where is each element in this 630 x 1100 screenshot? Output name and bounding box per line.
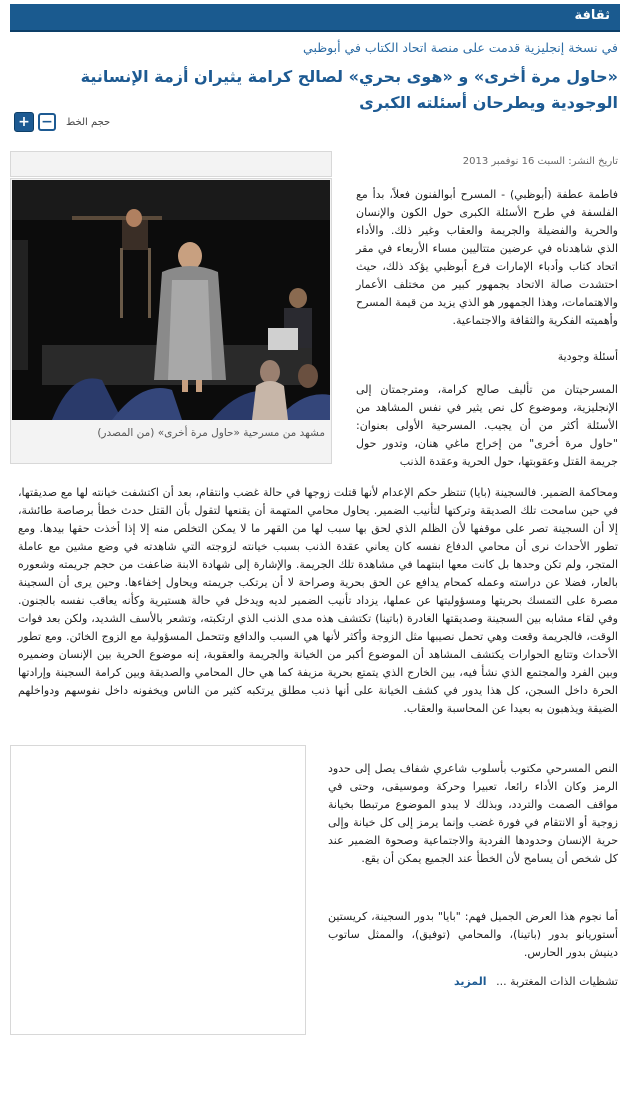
article-subtitle: في نسخة إنجليزية قدمت على منصة اتحاد الكتاب في أبوظبي (303, 40, 618, 55)
section-title[interactable]: ثقافة (574, 8, 610, 23)
article-subheading: أسئلة وجودية (557, 350, 618, 363)
font-decrease-button[interactable]: − (38, 113, 56, 131)
publish-date: تاريخ النشر: السبت 16 نوفمبر 2013 (462, 156, 618, 167)
article-paragraph-2: المسرحيتان من تأليف صالح كرامة، ومترجمتان إلى الإنجليزية، وموضوع كل نص يثير في نفس المشاهد من الأسئلة أكثر من أن يجيب. المسرحية الأولى بعنوان: "حاول مرة أخرى" من إخراج ماغي هنان، وتدور حول جريمة القتل وعقوبتها، حول الحرية وعقدة الذنب (356, 383, 618, 468)
article-paragraph-3: ومحاكمة الضمير. فالسجينة (بايا) تنتظر حكم الإعدام لأنها قتلت زوجها في حالة غضب وانتقام، بعد أن اكتشفت خيانته لها مع صديقتها، في حين سامحت تلك الصديقة وتركتها لتأنيب الضمير. يحاول محامي المتهمة أن يقنعها لتقول بأن القتل حدث خطأ برصاصة طائشة، إلا أن السجينة تصر على موقفها لأن الظلم الذي لحق بها سبب لها من القهر ما لا يمكن التخلص منه إلا إذا أخذت حقها بيدها. ومع تطور الأحداث نرى أن محامي الدفاع نفسه كان يعاني عقدة الذنب بسبب خيانته لزوجته التي شاهدته في وضع مشين مع عاملة المتجر، ولم تكن وحدها بل كانت معها ابنتهما في مشاهدة تلك الجريمة. والإشارة إلى شهادة الابنة ضاعفت من حجم جريمته وشعوره بالعار، فضلا عن دراسته وعمله كمحام يدافع عن الحق بحرية وصراحة لا أن يرتكب جريمته ويحاول إخفاءها. وحين يرى أن السجينة مصرة على التمسك بحريتها ومسؤوليتها عن عملها، يزداد تأنيب الضمير لديه ويدخل في حالة هستيرية وكأنه يعاقب نفسه بالجنون. وفي لقاء مشابه بين السجينة وصديقتها الغادرة (باتينا) تكتشف هذه مدى الذنب الذي ارتكبته، وتشعر بالأسف الشديد، ولكن بعد فوات الوقت، فالجريمة وقعت وهي تحمل نصيبها مثل الزوجة وأكثر لأنها هي السبب والدافع وتتحمل المسؤولية مع الزوج الخائن. ومع تطور الأحداث وتتابع الحوارات يكتشف المشاهد أن الموضوع أكبر من الخيانة والجريمة والعقوبة، إنه موضوع الحرية بين الإنسان وضميره وبين الفرد والمجتمع الذي نشأ فيه، بين الخارج الذي يتمتع بحرية مزيفة كما هي حال المحامي والصديقة وبين كرامة السجينة وإرادتها الحرة داخل السجن، كل هذا يدور في كشف الخيانة على أنها ذنب مطلق يرتكبه كثير من الناس ويخفونه داخل نفوسهم ودواخلهم الضيقة ويذهبون به بعيدا عن المحاسبة والعقاب. (18, 486, 618, 715)
related-article-title[interactable]: تشظيات الذات المغتربة ... (496, 975, 618, 988)
image-caption: مشهد من مسرحية «حاول مرة أخرى» (من المصدر) (97, 427, 325, 439)
image-top-bar (10, 151, 332, 177)
more-link[interactable]: المزيد (453, 975, 487, 988)
font-increase-button[interactable]: + (14, 112, 34, 132)
font-size-controls (14, 111, 110, 133)
font-size-label: حجم الخط (66, 116, 111, 128)
article-paragraph-4: النص المسرحي مكتوب بأسلوب شاعري شفاف يصل إلى حدود الرمز وكان الأداء رائعا، تعبيرا وحركة وموسيقى، وحتى في مواقف الصمت والتردد، وبذلك لا يبدو الموضوع مرتبطا بخيانة زوجية أو الانتقام في فورة غضب وإنما يرمز إلى كل خيانة وإلى حرية الإنسان وحدودها الفردية والاجتماعية وصحوة الضمير عند كل شخص أن يسامح لأن الخطأ عند الجميع يمكن أن يقع. (328, 762, 618, 865)
ad-box[interactable] (10, 745, 306, 1035)
article-paragraph-1: فاطمة عطفة (أبوظبي) - المسرح أبوالفنون فعلاً، بدأ مع الفلسفة في طرح الأسئلة الكبرى حول الكون والإنسان والحرية والفضيلة والجريمة والعقاب وغير ذلك. والأداء الذي شاهدناه في عرضين متتاليين مساء الأربعاء في مقر اتحاد كتاب وأدباء الإمارات فرع أبوظبي يؤكد ذلك، حيث احتشدت صالة الاتحاد بجمهور كبير من مختلف الأعمار والاهتمامات، وهذا الجمهور هو الذي يزيد من قيمة المسرح وأهميته الفكرية والثقافة والاجتماعية. (356, 188, 618, 327)
article-headline: «حاول مرة أخرى» و «هوى بحري» لصالح كرامة يثيران أزمة الإنسانية الوجودية ويطرحان أسئلته الكبرى (80, 67, 618, 112)
related-article (328, 975, 618, 988)
section-header (10, 4, 620, 32)
stage-scene-image (12, 180, 330, 420)
article-photo[interactable] (12, 180, 330, 420)
article-paragraph-5: أما نجوم هذا العرض الجميل فهم: "بايا" بدور السجينة، كريستين أستوريانو بدور (باتينا)، والمحامي (توفيق)، والممثل ساتوب دينيش بدور الحارس. (328, 910, 618, 959)
article-image-box (10, 178, 332, 464)
